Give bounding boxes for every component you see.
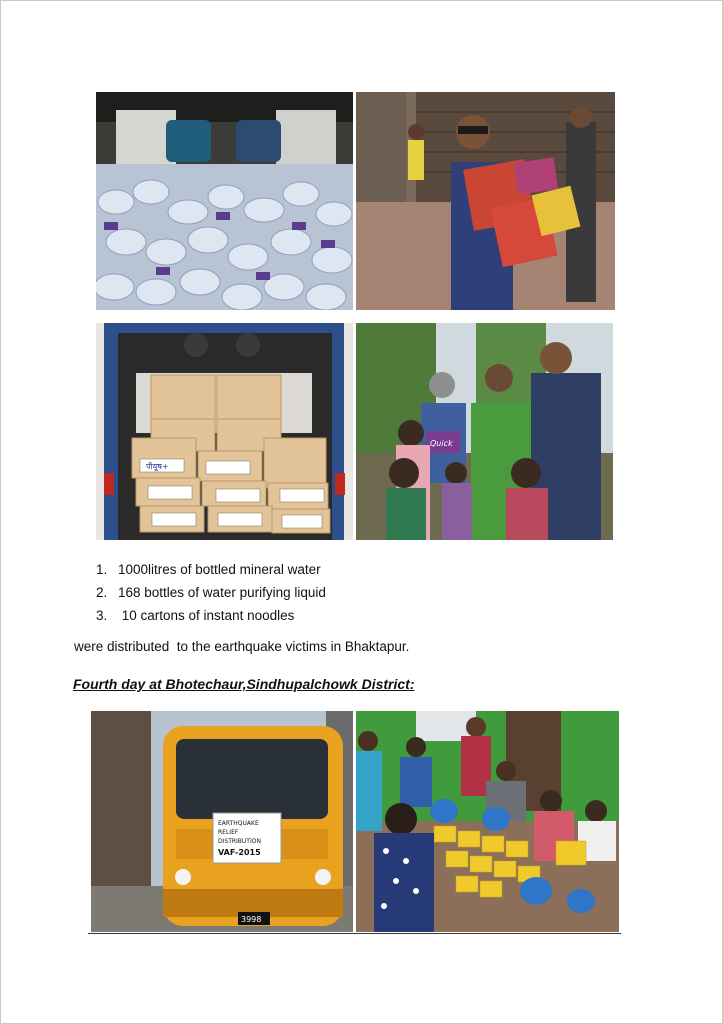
photo-yellow-bus xyxy=(91,711,353,932)
bus-sign-line-3: DISTRIBUTION xyxy=(218,838,261,845)
photo-boxes-in-van xyxy=(96,323,353,540)
bus-plate: 3998 xyxy=(241,915,262,924)
bottom-rule xyxy=(88,933,621,934)
section-heading: Fourth day at Bhotechaur,Sindhupalchowk District: xyxy=(73,676,415,692)
photo-children-receiving-noodles xyxy=(356,323,613,540)
photo-water-bottles xyxy=(96,92,353,310)
list-item: 3. 10 cartons of instant noodles xyxy=(96,608,295,623)
bus-sign-line-2: RELIEF xyxy=(218,829,239,836)
photo-man-carrying-boxes xyxy=(356,92,615,310)
distribution-list xyxy=(96,558,326,627)
bus-sign-line-4: VAF-2015 xyxy=(218,848,261,857)
bus-sign-line-1: EARTHQUAKE xyxy=(218,820,259,827)
photo-sorting-relief-goods xyxy=(356,711,619,932)
distribution-sentence: were distributed to the earthquake victims in Bhaktapur. xyxy=(74,639,410,654)
box-label: पीयूष+ xyxy=(146,462,169,471)
list-item: 2. 168 bottles of water purifying liquid xyxy=(96,585,326,600)
list-item: 1. 1000litres of bottled mineral water xyxy=(96,562,321,577)
noodle-box-text: Quick xyxy=(430,439,453,448)
